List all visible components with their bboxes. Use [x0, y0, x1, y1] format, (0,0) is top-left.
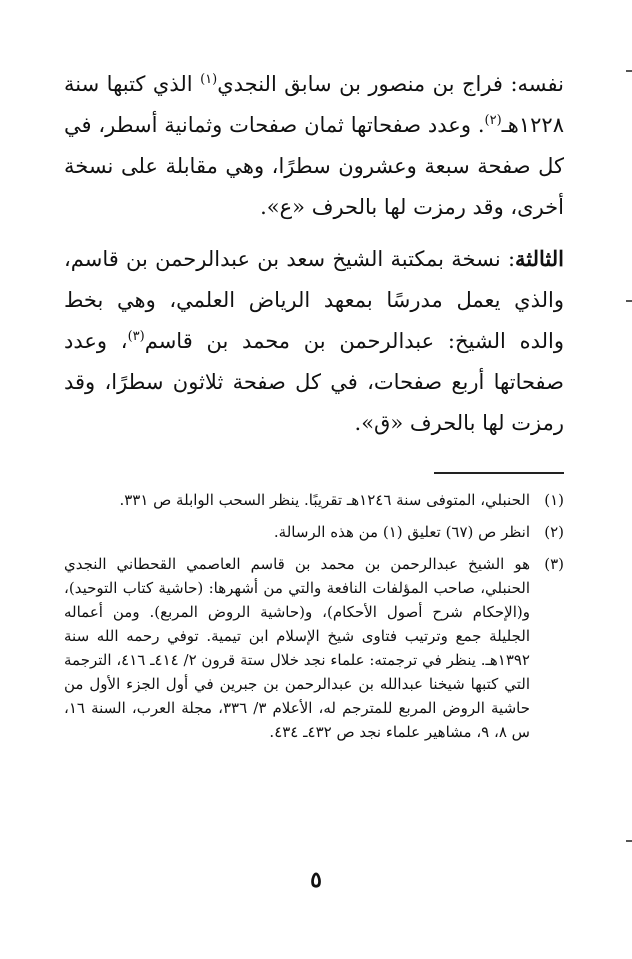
footnote-3-text: هو الشيخ عبدالرحمن بن محمد بن قاسم العاصمي القحطاني النجدي الحنبلي، صاحب المؤلفات النافعة والتي من أشهرها: (حاشية كتاب التوحيد)، و(الإحكام شرح أصول الأحكام)، و(حاشية الروض المربع). ومن أعماله الجليلة جمع وترتيب فتاوى شيخ الإسلام ابن تيمية. توفي رحمه الله سنة ١٣٩٢هـ. ينظر في ترجمته: علماء نجد خلال ستة قرون ٢/ ٤١٤ـ ٤١٦، الترجمة التي كتبها شيخنا عبدالله بن عبدالرحمن بن جبرين في أول الجزء الأول من حاشية الروض المربع للمترجم له، الأعلام ٣/ ٣٣٦، مجلة العرب، السنة ١٦، س ٨، ٩، مشاهير علماء نجد ص ٤٣٢ـ ٤٣٤.	[64, 555, 530, 741]
footnote-2	[64, 520, 564, 544]
footnotes	[64, 488, 564, 752]
main-text	[64, 64, 564, 454]
paragraph-1-text-3: . وعدد صفحاتها ثمان صفحات وثمانية أسطر، في كل صفحة سبعة وعشرون سطرًا، وهي مقابلة على نسخة أخرى، وقد رمزت لها بالحرف «ع».	[64, 113, 564, 219]
paragraph-2-lead: الثالثة	[515, 246, 564, 271]
footnote-2-number: (٢)	[544, 523, 564, 541]
footnote-ref-1[interactable]: (١)	[200, 72, 218, 87]
footnote-1-number: (١)	[544, 491, 564, 509]
footnote-separator	[434, 472, 564, 474]
footnote-3	[64, 552, 564, 744]
paragraph-2-text-1: : نسخة بمكتبة الشيخ سعد بن عبدالرحمن بن قاسم، والذي يعمل مدرسًا بمعهد الرياض العلمي، وهي بخط والده الشيخ: عبدالرحمن بن محمد بن قاسم	[64, 247, 565, 353]
paragraph-2-text-2: ، وعدد صفحاتها أربع صفحات، في كل صفحة ثلاثون سطرًا، وقد رمزت لها بالحرف «ق».	[64, 329, 564, 435]
footnote-1-text: الحنبلي، المتوفى سنة ١٢٤٦هـ تقريبًا. ينظر السحب الوابلة ص ٣٣١.	[119, 491, 530, 509]
paragraph-1-text-1: نفسه: فراج بن منصور بن سابق النجدي	[217, 72, 564, 96]
paragraph-2	[64, 238, 564, 444]
footnote-ref-2[interactable]: (٢)	[484, 113, 502, 128]
footnote-1	[64, 488, 564, 512]
paragraph-1-text-2: الذي كتبها سنة ١٢٢٨هـ	[64, 72, 564, 137]
footnote-2-text: انظر ص (٦٧) تعليق (١) من هذه الرسالة.	[273, 523, 530, 541]
edge-mark-top	[626, 70, 632, 72]
page-number: ٥	[310, 867, 322, 893]
edge-mark-bottom	[626, 840, 632, 842]
edge-mark-middle	[626, 300, 632, 302]
footnote-ref-3[interactable]: (٣)	[127, 329, 145, 344]
footnote-3-number: (٣)	[544, 555, 564, 573]
paragraph-1	[64, 64, 564, 228]
